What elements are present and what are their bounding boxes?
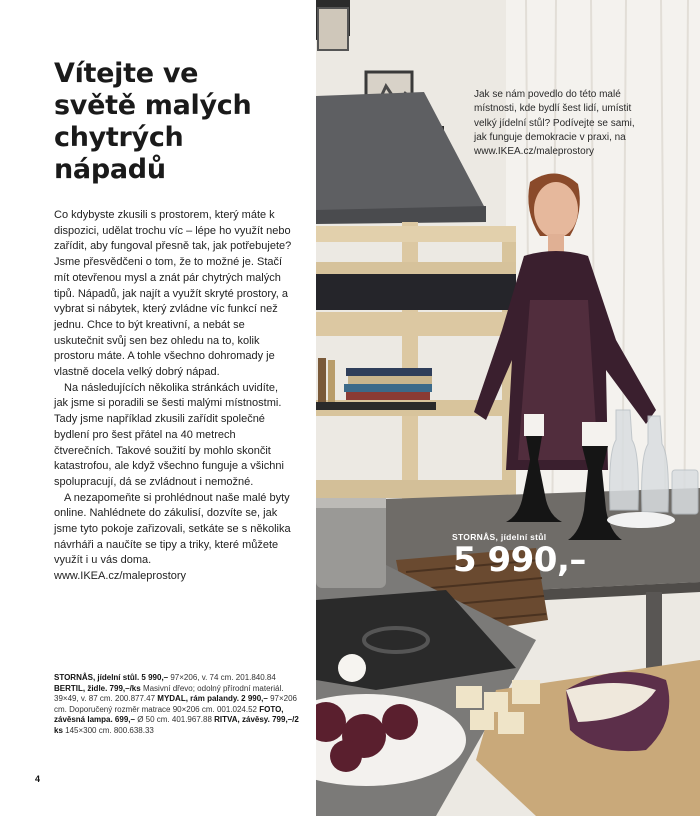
headline-line: chytrých [54,122,184,153]
page-headline [54,58,304,186]
mattress [316,274,516,310]
headline-line: nápadů [54,154,166,185]
body-paragraph: A nezapomeňte si prohlédnout naše malé byty online. Nahlédnete do zákulisí, dozvíte se, jak jsme tyto pokoje zařizovali, setkáte se s několika návrháři a naučíte se tipy a triky, které můžete využít i u vás doma. [54,491,291,567]
text-column [0,0,316,816]
body-paragraph: Na následujících několika stránkách uvidíte, jak jsme si poradili se šesti malými místnostmi. Tady jsme například zkusili zařídit společné bydlení pro šest přátel na 40 metrech čtverečních. Takové soužití by mohlo skončit katastrofou, ale když všechno funguje a všichni spolupracují, dá se zvládnout i nemožné. [54,381,284,488]
caption-product-details: Ø 50 cm. 401.967.88 [137,715,212,725]
website-link[interactable]: www.IKEA.cz/maleprostory [54,570,187,583]
caption-product-name: BERTIL, židle. 799,–/ks [54,683,141,693]
pot [316,498,386,588]
face [534,182,578,238]
headline-line: Vítejte ve [54,58,199,89]
garlic [338,654,366,682]
caption-product-name: STORNÅS, jídelní stůl. 5 990,– [54,673,169,682]
caption-product-details: 97×206, v. 74 cm. 201.840.84 [170,673,276,682]
intro-text: Jak se nám povedlo do této malé místnosti, kde bydlí šest lidí, umístit velký jídelní stůl? Podívejte se sami, jak funguje demokracie v praxi, na www.IKEA.cz/maleprostory [474,89,635,158]
caption-product-details: 97×206 cm. Doporučený rozměr matrace 90×206 cm. 001.024.52 [54,694,297,714]
caption-product-name: RITVA, závěsy. 799,–/2 ks [54,715,299,735]
caption-product-name: MYDAL, rám palandy. 2 990,– [157,694,268,704]
product-caption [54,673,306,737]
body-text [54,208,294,585]
page-number: 4 [35,774,41,784]
headline-line: světě malých [54,90,252,121]
price-tag-value: 5 990,– [453,540,586,580]
caption-product-details: 145×300 cm. 800.638.33 [65,725,154,735]
plate [607,512,675,528]
wall-frame [318,8,348,50]
caption-product-name: FOTO, závěsná lampa. 699,– [54,704,284,725]
price-tag-label: STORNÅS, jídelní stůl [452,532,547,542]
caption-product-details: Masivní dřevo; odolný přírodní materiál. 39×49, v. 87 cm. 200.877.47 [54,683,284,704]
body-paragraph: Co kdybyste zkusili s prostorem, který máte k dispozici, udělat trochu víc – lépe ho využít nebo zařídit, aby fungoval přesně tak, jak potřebujete? Jsme přesvědčeni o tom, že to možné je. Stačí mít otevřenou mysl a znát pár chytrých malých tipů. Nápadů, jak najít a využít skryté prostory, a vybrat si nábytek, který zvládne víc funkcí než jednu. Chce to být kreativní, a nebát se uskutečnit svůj sen bez ohledu na to, kolik prostoru máte. A tohle všechno dohromady je vlastně docela velký dobrý nápad. [54,209,292,379]
